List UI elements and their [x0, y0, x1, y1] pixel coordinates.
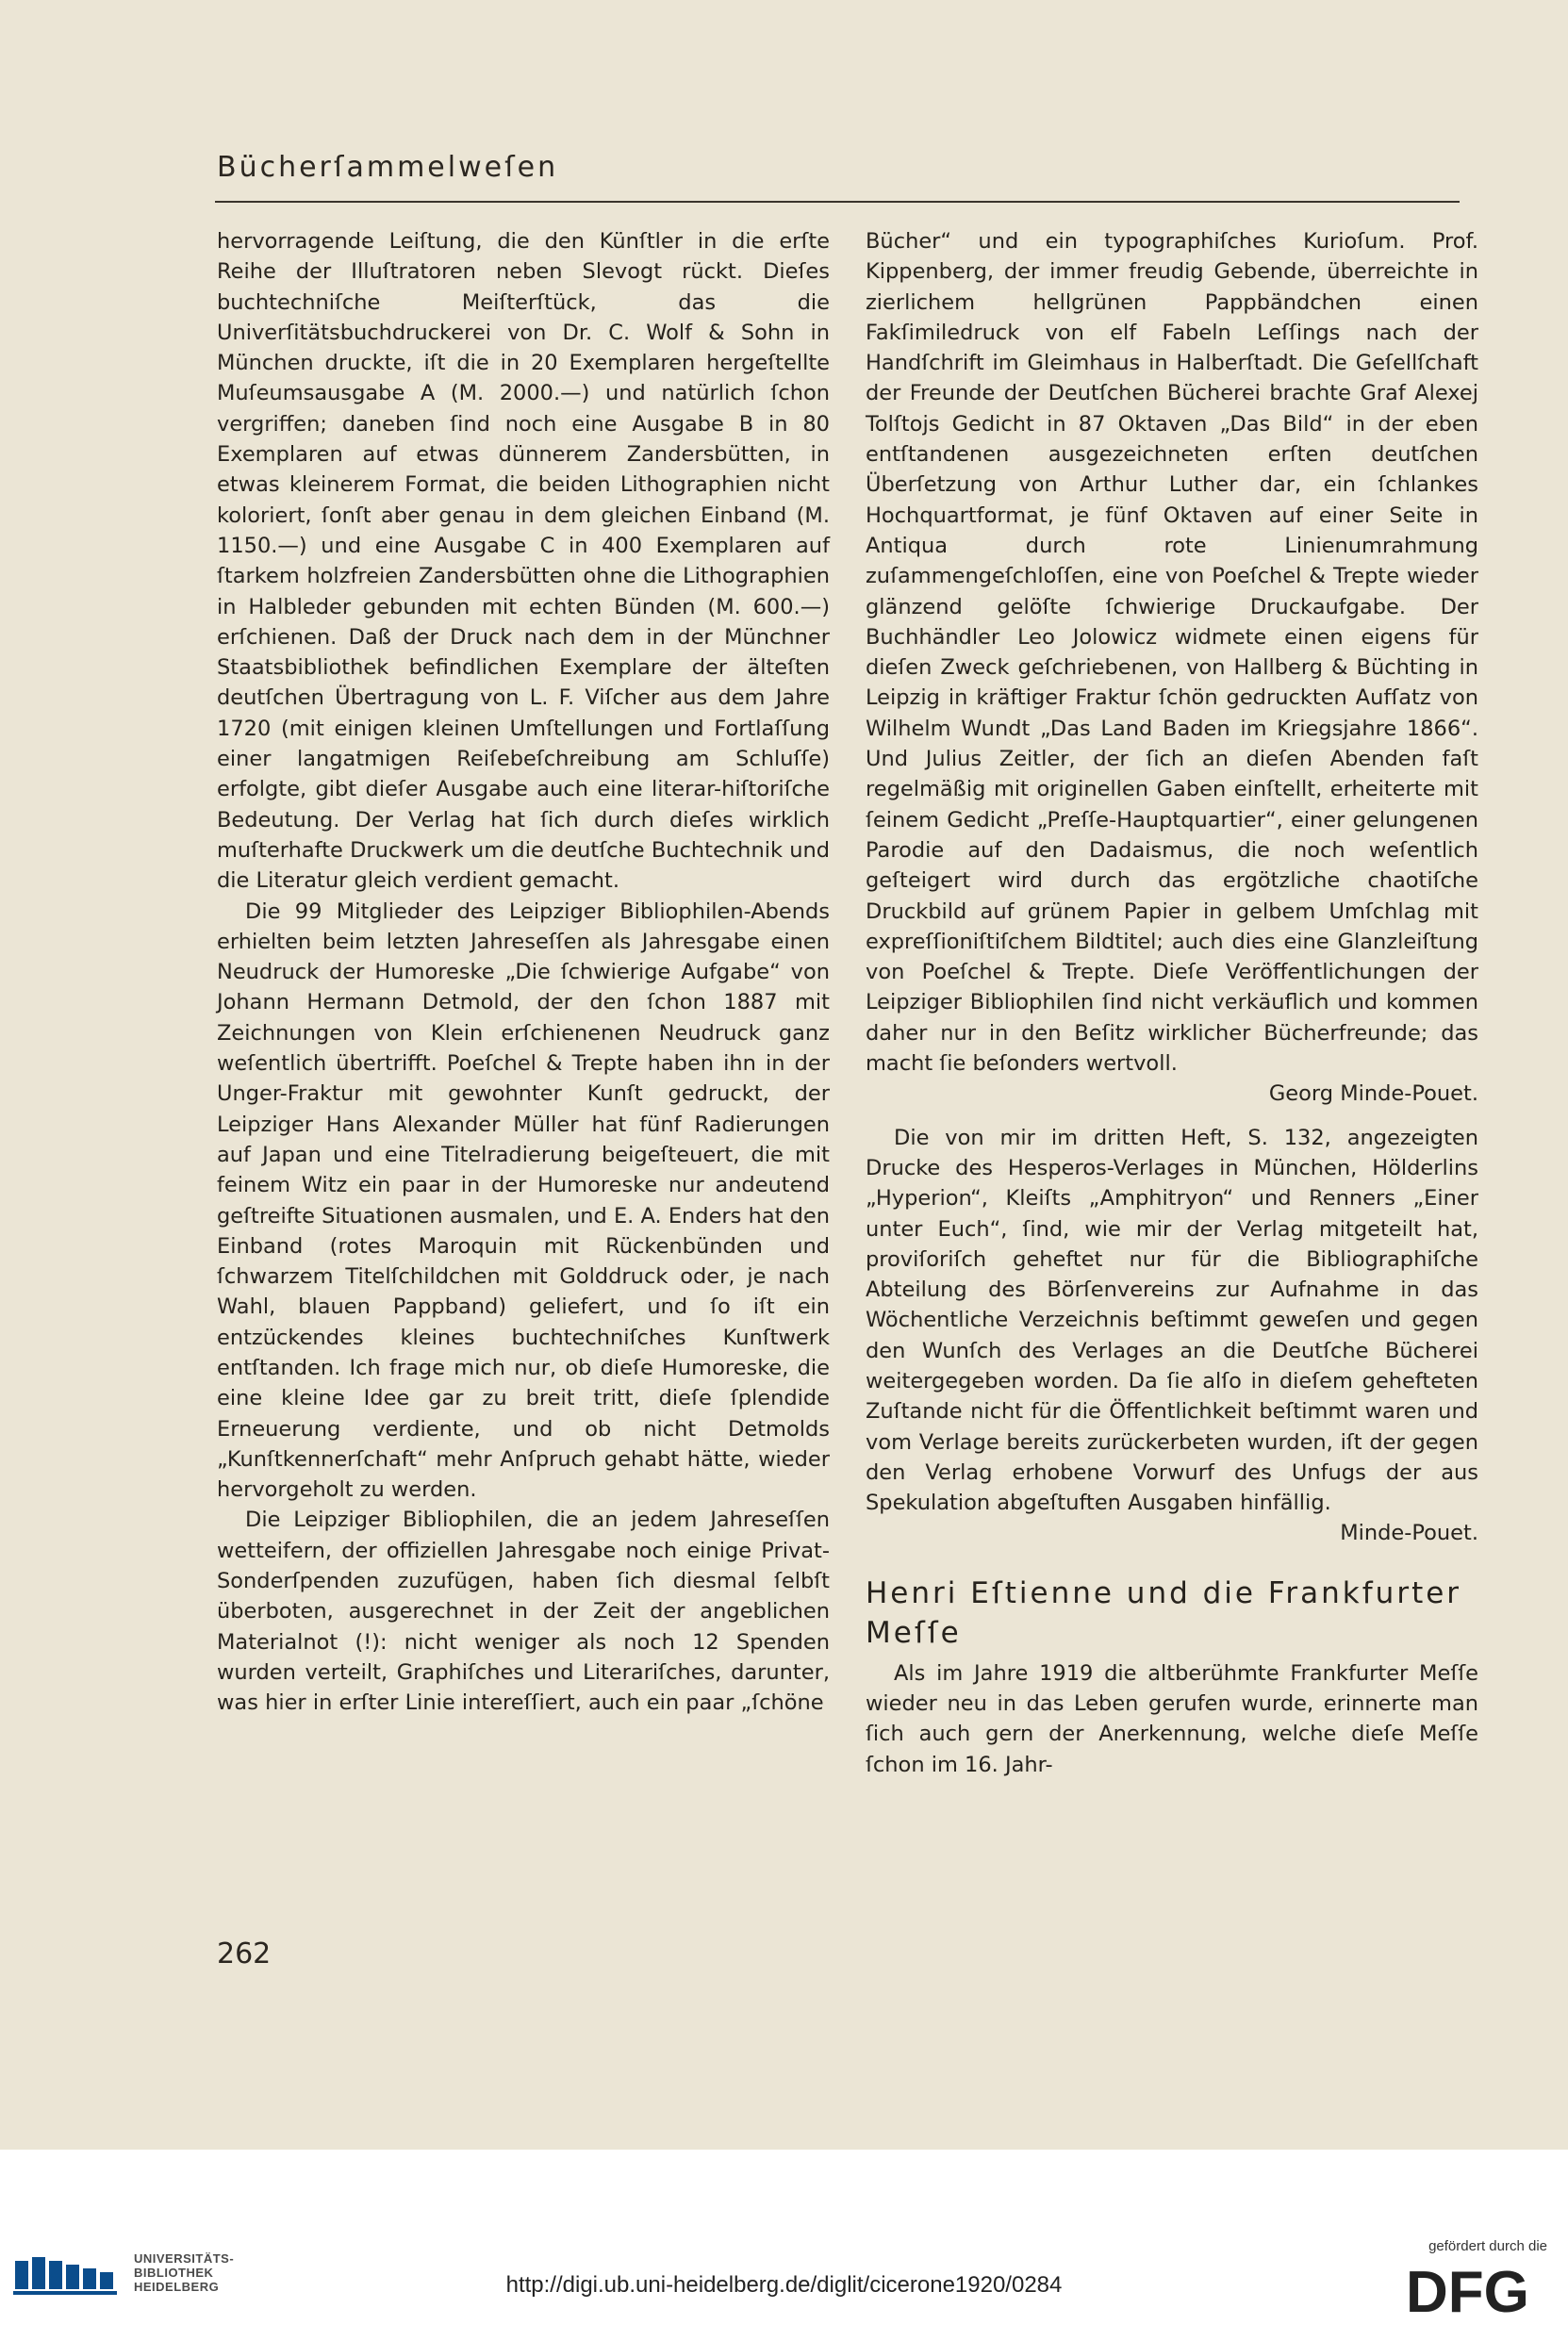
running-head: Bücherſammelweſen	[217, 151, 559, 184]
dfg-logo-icon	[1406, 2261, 1547, 2317]
funding-label: gefördert durch die	[1428, 2238, 1547, 2254]
library-name-line: UNIVERSITÄTS-	[134, 2251, 235, 2266]
author-signature: Minde-Pouet.	[1340, 1521, 1478, 1546]
section-heading: Henri Eſtienne und die Frankfurter Meſſe	[866, 1575, 1462, 1650]
left-paragraph: hervorragende Leiſtung, die den Künſtler in die erſte Reihe der Illuſtratoren neben Slevogt rückt. Dieſes buchtechniſche Meiſterſtück, das die Univerſitätsbuchdruckerei von Dr. C. Wolf & Sohn in München druckte, iſt die in 20 Exemplaren hergeſtellte Muſeumsausgabe A (M. 2000.—) und natürlich ſchon vergriffen; daneben ſind noch eine Ausgabe B in 80 Exemplaren auf etwas dünnerem Zandersbütten, in etwas kleinerem Format, die beiden Lithographien nicht koloriert, ſonſt aber genau in dem gleichen Einband (M. 1150.—) und eine Ausgabe C in 400 Exemplaren auf ſtarkem holzfreien Zandersbütten ohne die Lithographien in Halbleder gebunden mit echten Bünden (M. 600.—) erſchienen. Daß der Druck nach dem in der Münchner Staatsbibliothek befindlichen Exemplare der älteſten deutſchen Übertragung von L. F. Viſcher aus dem Jahre 1720 (mit einigen kleinen Umſtellungen und Fortlaſſung einer langatmigen Reiſebeſchreibung am Schluſſe) erfolgte, gibt dieſer Ausgabe auch eine literar-hiſtoriſche Bedeutung. Der Verlag hat ſich durch dieſes wirklich muſterhafte Druckwerk um die deutſche Buchtechnik und die Literatur gleich verdient gemacht.	[217, 229, 830, 894]
left-paragraph: Die 99 Mitglieder des Leipziger Bibliophilen-Abends erhielten beim letzten Jahreseſſen als Jahresgabe einen Neudruck der Humoreske „Die ſchwierige Aufgabe“ von Johann Hermann Detmold, der den ſchon 1887 mit Zeichnungen von Klein erſchienenen Neudruck ganz weſentlich übertrifft. Poeſchel & Trepte haben ihn in der Unger-Fraktur mit gewohnter Kunſt gedruckt, der Leipziger Hans Alexander Müller hat fünf Radierungen auf Japan und eine Titelradierung beigeſteuert, die mit feinem Witz ein paar in der Humoreske nur andeutend geſtreifte Situationen ausmalen, und E. A. Enders hat den Einband (rotes Maroquin mit Rückenbünden und ſchwarzem Titelſchildchen mit Golddruck oder, je nach Wahl, blauen Pappband) geliefert, und ſo iſt ein entzückendes kleines buchtechniſches Kunſtwerk entſtanden. Ich frage mich nur, ob dieſe Humoreske, die eine kleine Idee gar zu breit tritt, dieſe ſplendide Erneuerung verdiente, und ob nicht Detmolds „Kunſtkennerſchaft“ mehr Anſpruch gehabt hätte, wieder hervorgeholt zu werden.	[217, 898, 830, 1503]
page-number: 262	[217, 1937, 272, 1970]
library-name-line: HEIDELBERG	[134, 2280, 220, 2294]
right-paragraph: Als im Jahre 1919 die altberühmte Frankfurter Meſſe wieder neu in das Leben gerufen wurde, erinnerte man ſich auch gern der Anerkennung, welche dieſe Meſſe ſchon im 16. Jahr-	[866, 1660, 1478, 1777]
library-name-line: BIBLIOTHEK	[134, 2266, 214, 2280]
right-paragraph: Die von mir im dritten Heft, S. 132, angezeigten Drucke des Hesperos-Verlages in München, Hölderlins „Hyperion“, Kleiſts „Amphitryon“ und Renners „Einer unter Euch“, ſind, wie mir der Verlag mitgeteilt hat, proviſoriſch geheftet nur für die Bibliographiſche Abteilung des Börſenvereins zur Aufnahme in das Wöchentliche Verzeichnis beſtimmt geweſen und gegen den Wunſch des Verlages an die Deutſche Bücherei weitergegeben worden. Da ſie alſo in dieſem gehefteten Zuſtande nicht für die Öffentlichkeit beſtimmt waren und vom Verlage bereits zurückerbeten wurden, iſt der gegen den Verlag erhobene Vorwurf des Unfugs der aus Spekulation abgeſtuften Ausgaben hinfällig.	[866, 1125, 1478, 1516]
right-column	[866, 226, 1478, 1780]
left-paragraph: Die Leipziger Bibliophilen, die an jedem Jahreseſſen wetteifern, der offiziellen Jahresgabe noch einige Privat-Sonderſpenden zuzufügen, haben ſich diesmal ſelbſt überboten, ausgerechnet in der Zeit der angeblichen Materialnot (!): nicht weniger als noch 12 Spenden wurden verteilt, Graphiſches und Literariſches, darunter, was hier in erſter Linie intereſſiert, auch ein paar „ſchöne	[217, 1508, 830, 1716]
dfg-logo-text: DFG	[1406, 2261, 1529, 2317]
digitization-footer	[0, 2150, 1568, 2341]
permalink-url[interactable]: http://digi.ub.uni-heidelberg.de/diglit/cicerone1920/0284	[505, 2272, 1063, 2298]
author-signature: Georg Minde-Pouet.	[1268, 1081, 1478, 1107]
right-paragraph: Bücher“ und ein typographiſches Kurioſum. Prof. Kippenberg, der immer freudig Gebende, überreichte in zierlichem hellgrünen Pappbändchen einen Fakſimiledruck von elf Fabeln Leſſings nach der Handſchrift im Gleimhaus in Halberſtadt. Die Geſellſchaft der Freunde der Deutſchen Bücherei brachte Graf Alexej Tolſtojs Gedicht in 87 Oktaven „Das Bild“ in der eben entſtandenen ausgezeichneten erſten deutſchen Überſetzung von Arthur Luther dar, ein ſchlankes Hochquartformat, je fünf Oktaven auf einer Seite in Antiqua durch rote Linienumrahmung zuſammengeſchloſſen, eine von Poeſchel & Trepte wieder glänzend gelöſte ſchwierige Druckaufgabe. Der Buchhändler Leo Jolowicz widmete einen eigens für dieſen Zweck geſchriebenen, von Hallberg & Büchting in Leipzig in kräftiger Fraktur ſchön gedruckten Aufſatz von Wilhelm Wundt „Das Land Baden im Kriegsjahre 1866“. Und Julius Zeitler, der ſich an dieſen Abenden faſt regelmäßig mit originellen Gaben einſtellt, erheiterte mit ſeinem Gedicht „Preſſe-Hauptquartier“, einer gelungenen Parodie auf den Dadaismus, die noch weſentlich geſteigert wird durch das ergötzliche chaotiſche Druckbild auf grünem Papier in gelbem Umſchlag mit expreſſioniſtiſchem Bildtitel; auch dies eine Glanzleiſtung von Poeſchel & Trepte. Dieſe Veröffentlichungen der Leipziger Bibliophilen ſind nicht verkäuflich und kommen daher nur in den Beſitz wirklicher Bücherfreunde; das macht ſie beſonders wertvoll.	[866, 229, 1478, 1077]
left-column	[217, 226, 830, 1719]
header-rule	[215, 201, 1460, 203]
